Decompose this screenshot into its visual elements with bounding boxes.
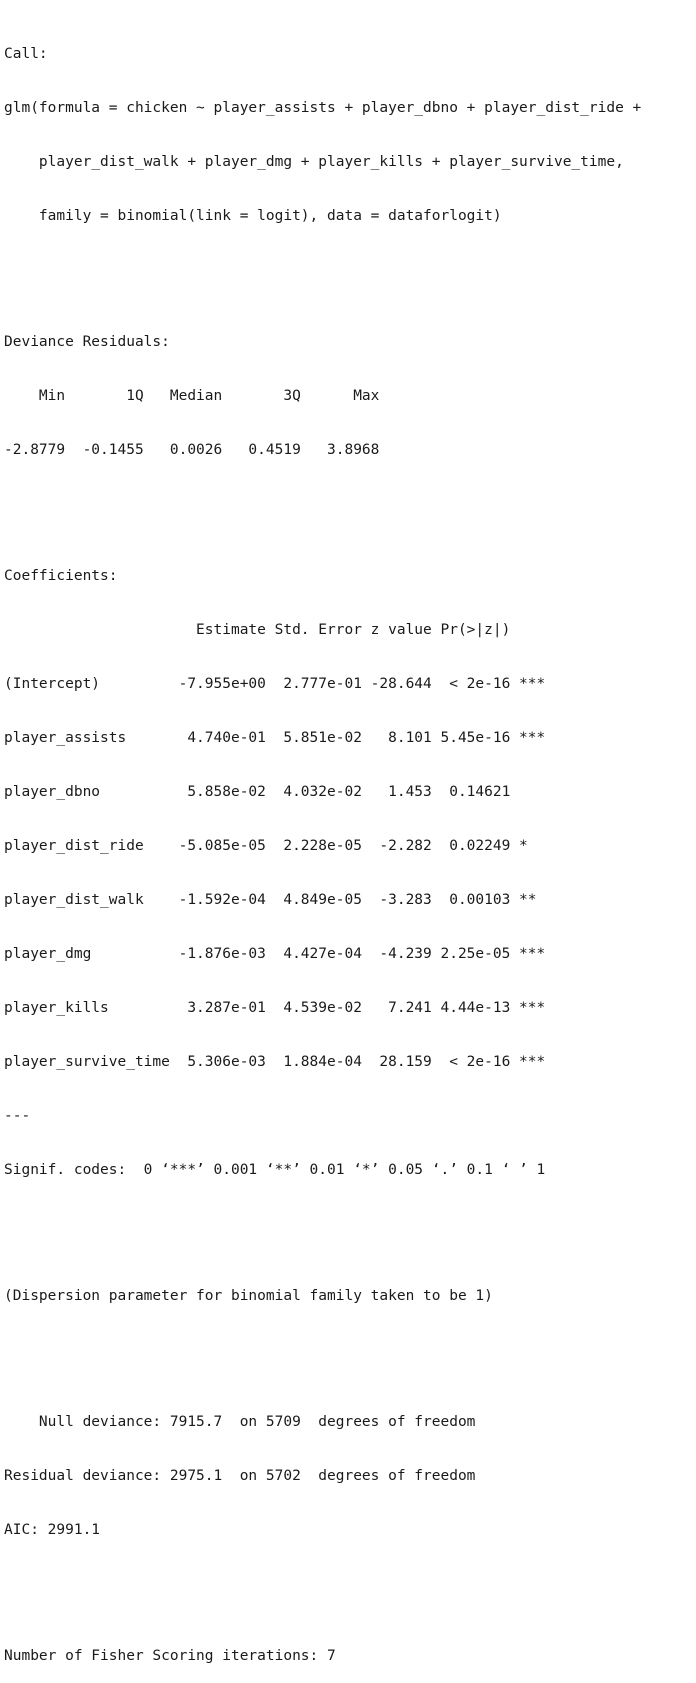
coefficient-row-player-dist-walk: player_dist_walk -1.592e-04 4.849e-05 -3.283 0.00103 ** (4, 892, 546, 908)
coefficient-row-player-dist-ride: player_dist_ride -5.085e-05 2.228e-05 -2.282 0.02249 * (4, 838, 546, 854)
blank-line (4, 1215, 692, 1233)
call-formula-line-1: glm(formula = chicken ~ player_assists + player_dbno + player_dist_ride + (4, 100, 642, 116)
call-formula-line-3: family = binomial(link = logit), data = dataforlogit) (4, 208, 502, 224)
coefficients-header: Coefficients: (4, 568, 118, 584)
dispersion-note: (Dispersion parameter for binomial family taken to be 1) (4, 1288, 493, 1304)
coefficients-separator: --- (4, 1108, 31, 1124)
signif-codes: Signif. codes: 0 ‘***’ 0.001 ‘**’ 0.01 ‘*’ 0.05 ‘.’ 0.1 ‘ ’ 1 (4, 1162, 546, 1178)
r-console-output (4, 9, 692, 1683)
blank-line (4, 1575, 692, 1593)
blank-line (4, 495, 692, 513)
aic: AIC: 2991.1 (4, 1522, 101, 1538)
call-formula-line-2: player_dist_walk + player_dmg + player_kills + player_survive_time, (4, 154, 624, 170)
blank-line (4, 1341, 692, 1359)
coefficients-column-headers: Estimate Std. Error z value Pr(>|z|) (4, 622, 546, 638)
deviance-residuals-labels: Min 1Q Median 3Q Max (4, 388, 397, 404)
call-header: Call: (4, 46, 48, 62)
coefficient-row-player-survive-time: player_survive_time 5.306e-03 1.884e-04 28.159 < 2e-16 *** (4, 1054, 546, 1070)
coefficient-row-player-assists: player_assists 4.740e-01 5.851e-02 8.101 5.45e-16 *** (4, 730, 546, 746)
deviance-residuals-values: -2.8779 -0.1455 0.0026 0.4519 3.8968 (4, 442, 397, 458)
coefficient-row-player-dbno: player_dbno 5.858e-02 4.032e-02 1.453 0.14621 (4, 784, 546, 800)
coefficient-row-player-kills: player_kills 3.287e-01 4.539e-02 7.241 4.44e-13 *** (4, 1000, 546, 1016)
fisher-scoring-iterations: Number of Fisher Scoring iterations: 7 (4, 1648, 336, 1664)
coefficient-row-player-dmg: player_dmg -1.876e-03 4.427e-04 -4.239 2.25e-05 *** (4, 946, 546, 962)
coefficient-row-intercept: (Intercept) -7.955e+00 2.777e-01 -28.644 < 2e-16 *** (4, 676, 546, 692)
residual-deviance: Residual deviance: 2975.1 on 5702 degrees of freedom (4, 1468, 476, 1484)
null-deviance: Null deviance: 7915.7 on 5709 degrees of freedom (4, 1414, 476, 1430)
deviance-residuals-header: Deviance Residuals: (4, 334, 170, 350)
blank-line (4, 261, 692, 279)
